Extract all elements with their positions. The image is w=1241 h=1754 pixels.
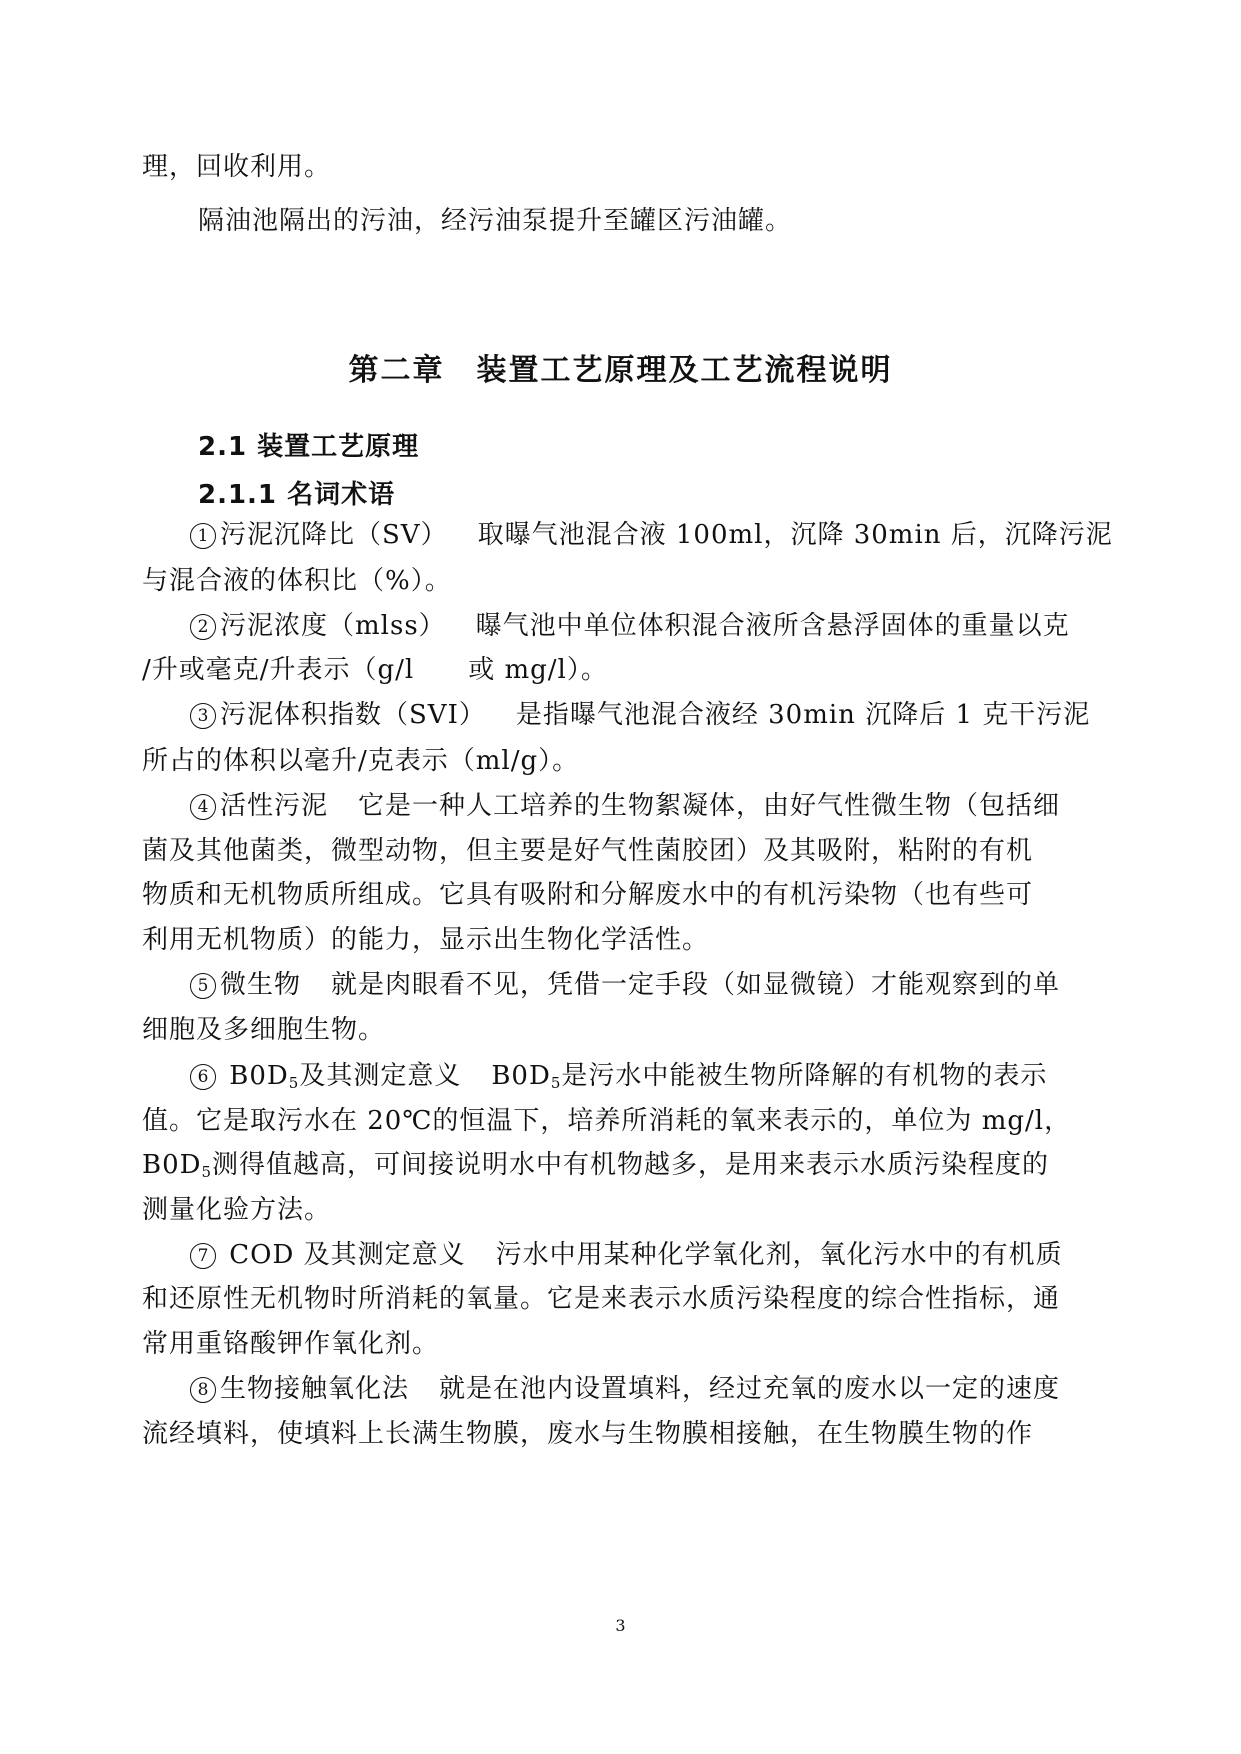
term-definition: 是污水中能被生物所降解的有机物的表示 — [561, 1061, 1048, 1091]
term-entry — [190, 1058, 1170, 1094]
term-definition: 取曝气池混合液 100ml，沉降 30min 后，沉降污泥 — [477, 520, 1113, 550]
term-entry — [190, 1371, 1170, 1407]
subscript: 5 — [550, 1074, 562, 1092]
circled-number: 6 — [190, 1064, 216, 1090]
circled-number: 7 — [190, 1243, 216, 1269]
term-name: B0D — [229, 1061, 289, 1091]
circled-number: 4 — [190, 794, 216, 820]
circled-number: 5 — [190, 973, 216, 999]
term-name: COD 及其测定意义 — [229, 1240, 466, 1270]
term-definition: 曝气池中单位体积混合液所含悬浮固体的重量以克 — [475, 611, 1070, 641]
term-name: 及其测定意义 — [299, 1061, 462, 1091]
term-name: 污泥浓度（mlss） — [220, 611, 446, 641]
text-fragment: B0D — [142, 1150, 202, 1180]
text-line: 细胞及多细胞生物。 — [142, 1015, 386, 1045]
term-entry — [190, 1237, 1170, 1273]
circled-number: 2 — [190, 614, 216, 640]
text-line: 和还原性无机物时所消耗的氧量。它是来表示水质污染程度的综合性指标，通 — [142, 1284, 1061, 1314]
text-line: 常用重铬酸钾作氧化剂。 — [142, 1329, 440, 1359]
circled-number: 8 — [190, 1377, 216, 1403]
term-name: 微生物 — [220, 970, 302, 1000]
text-line: 理，回收利用。 — [142, 152, 332, 182]
circled-number: 3 — [190, 703, 216, 729]
subscript: 5 — [201, 1163, 213, 1181]
subsection-heading: 2.1.1 名词术语 — [198, 480, 396, 510]
chapter-title: 第二章 装置工艺原理及工艺流程说明 — [348, 353, 893, 388]
text-line — [142, 1147, 1122, 1183]
section-heading: 2.1 装置工艺原理 — [198, 432, 420, 462]
term-entry — [190, 697, 1170, 733]
circled-number: 1 — [190, 523, 216, 549]
term-name: 污泥沉降比（SV） — [220, 520, 448, 550]
term-entry — [190, 788, 1170, 824]
term-entry — [190, 517, 1170, 553]
text-line: 流经填料，使填料上长满生物膜，废水与生物膜相接触，在生物膜生物的作 — [142, 1419, 1034, 1449]
text-line: /升或毫克/升表示（g/l 或 mg/l）。 — [142, 655, 608, 685]
term-entry — [190, 967, 1170, 1003]
text-line: 隔油池隔出的污油，经污油泵提升至罐区污油罐。 — [198, 206, 793, 236]
text-line: 值。它是取污水在 20℃的恒温下，培养所消耗的氧来表示的，单位为 mg/l， — [142, 1106, 1072, 1136]
text-line: 所占的体积以毫升/克表示（ml/g）。 — [142, 746, 580, 776]
term-definition: 它是一种人工培养的生物絮凝体，由好气性微生物（包括细 — [358, 791, 1061, 821]
term-entry — [190, 608, 1170, 644]
text-line: 菌及其他菌类，微型动物，但主要是好气性菌胶团）及其吸附，粘附的有机 — [142, 836, 1034, 866]
term-definition: 是指曝气池混合液经 30min 沉降后 1 克干污泥 — [515, 700, 1091, 730]
term-name: 生物接触氧化法 — [220, 1374, 410, 1404]
term-name: 污泥体积指数（SVI） — [220, 700, 486, 730]
text-line: 利用无机物质）的能力，显示出生物化学活性。 — [142, 925, 710, 955]
term-definition: 就是在池内设置填料，经过充氧的废水以一定的速度 — [439, 1374, 1061, 1404]
text-line: 与混合液的体积比（%）。 — [142, 566, 452, 596]
text-line: 物质和无机物质所组成。它具有吸附和分解废水中的有机污染物（也有些可 — [142, 880, 1034, 910]
term-definition: 就是肉眼看不见，凭借一定手段（如显微镜）才能观察到的单 — [331, 970, 1061, 1000]
term-name: 活性污泥 — [220, 791, 329, 821]
term-definition: B0D — [491, 1061, 551, 1091]
subscript: 5 — [288, 1074, 300, 1092]
term-definition: 污水中用某种化学氧化剂，氧化污水中的有机质 — [495, 1240, 1063, 1270]
text-line: 测量化验方法。 — [142, 1195, 332, 1225]
text-fragment: 测得值越高，可间接说明水中有机物越多，是用来表示水质污染程度的 — [212, 1150, 1050, 1180]
page-number: 3 — [615, 1616, 626, 1635]
